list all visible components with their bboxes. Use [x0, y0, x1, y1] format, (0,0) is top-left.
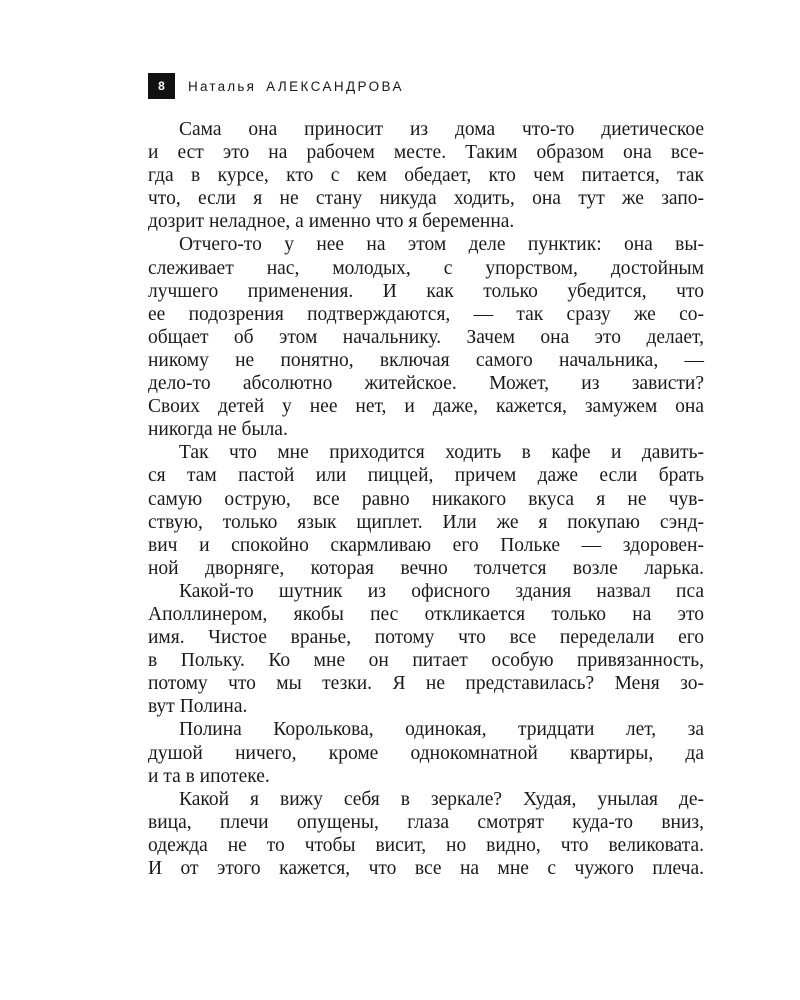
paragraph: [148, 718, 704, 787]
text-line: Какой-то шутник из офисного здания назвал пса: [179, 580, 704, 602]
paragraph: [148, 118, 704, 233]
text-line: И от этого кажется, что все на мне с чужого плеча.: [148, 858, 704, 879]
text-line: и ест это на рабочем месте. Таким образом она все-: [148, 142, 704, 164]
text-line: дело-то абсолютно житейское. Может, из зависти?: [148, 373, 704, 395]
text-line: и та в ипотеке.: [148, 765, 270, 787]
text-line: дозрит неладное, а именно что я беременна.: [148, 211, 515, 233]
text-line: одежда не то чтобы висит, но видно, что великовата.: [148, 834, 704, 856]
text-line: ее подозрения подтверждаются, — так сразу же со-: [148, 303, 704, 325]
text-line: Отчего-то у нее на этом деле пунктик: она вы-: [179, 234, 704, 256]
author-first-name: Наталья: [188, 78, 257, 94]
text-line: имя. Чистое вранье, потому что все переделали его: [148, 627, 704, 649]
text-line: общает об этом начальнику. Зачем она это делает,: [148, 326, 704, 348]
text-line: Полина Королькова, одинокая, тридцати лет, за: [179, 719, 704, 741]
text-line: никому не понятно, включая самого начальника, —: [148, 349, 704, 371]
text-line: Аполлинером, якобы пес откликается только на это: [148, 603, 704, 625]
paragraph: [148, 441, 704, 580]
text-line: слеживает нас, молодых, с упорством, достойным: [148, 257, 704, 279]
author-last-name: АЛЕКСАНДРОВА: [266, 78, 404, 94]
text-line: душой ничего, кроме однокомнатной квартиры, да: [148, 742, 704, 764]
text-line: потому что мы тезки. Я не представилась? Меня зо-: [148, 673, 704, 695]
page-number: 8: [148, 73, 175, 99]
text-line: ся там пастой или пиццей, причем даже если брать: [148, 465, 704, 487]
running-head-title: [188, 79, 404, 94]
text-line: вут Полина.: [148, 696, 248, 718]
paragraph: [148, 580, 704, 719]
text-line: ствую, только язык щиплет. Или же я покупаю сэнд-: [148, 511, 704, 533]
text-line: Какой я вижу себя в зеркале? Худая, унылая де-: [179, 788, 704, 810]
text-line: Так что мне приходится ходить в кафе и давить-: [179, 442, 704, 464]
paragraph: [148, 233, 704, 441]
text-line: гда в курсе, кто с кем обедает, кто чем питается, так: [148, 165, 704, 187]
text-line: вица, плечи опущены, глаза смотрят куда-то вниз,: [148, 811, 704, 833]
text-line: вич и спокойно скармливаю его Польке — здоровен-: [148, 534, 704, 556]
text-line: Своих детей у нее нет, и даже, кажется, замужем она: [148, 396, 704, 418]
text-line: Сама она приносит из дома что-то диетическое: [179, 119, 704, 140]
text-line: что, если я не стану никуда ходить, она тут же запо-: [148, 188, 704, 210]
paragraph: [148, 788, 704, 880]
running-header: [148, 73, 404, 99]
text-line: в Польку. Ко мне он питает особую привязанность,: [148, 650, 704, 672]
body-text: [148, 118, 704, 880]
text-line: самую острую, все равно никакого вкуса я не чув-: [148, 488, 704, 510]
text-line: никогда не была.: [148, 419, 288, 441]
text-line: лучшего применения. И как только убедится, что: [148, 280, 704, 302]
text-line: ной дворняге, которая вечно толчется возле ларька.: [148, 557, 704, 579]
